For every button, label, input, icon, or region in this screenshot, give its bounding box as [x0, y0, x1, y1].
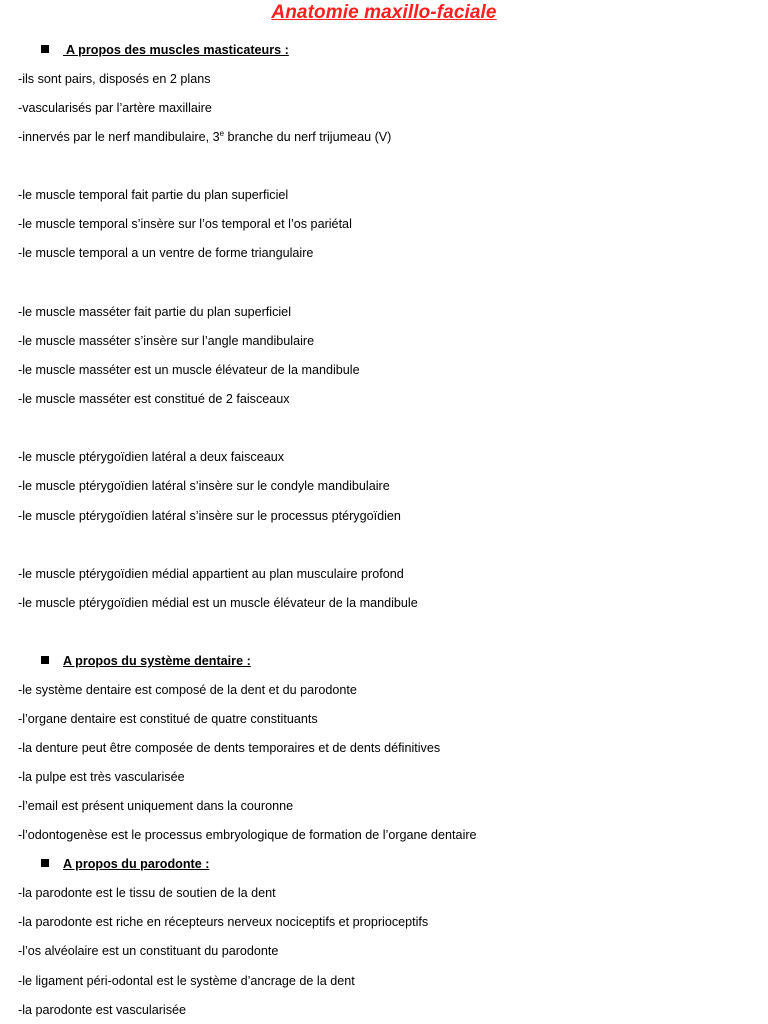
text-line: -le muscle ptérygoïdien latéral a deux faisceaux — [18, 450, 285, 464]
document-title: Anatomie maxillo-faciale — [271, 2, 497, 23]
text-line: -ils sont pairs, disposés en 2 plans — [18, 72, 211, 86]
text-line: -le muscle temporal s’insère sur l’os temporal et l’os pariétal — [18, 217, 352, 231]
text-line: -l’organe dentaire est constitué de quatre constituants — [18, 712, 318, 726]
text-line: -le muscle ptérygoïdien latéral s’insère sur le processus ptérygoïdien — [18, 509, 401, 523]
text-line: -le muscle temporal fait partie du plan superficiel — [18, 188, 289, 202]
text-line: -vascularisés par l’artère maxillaire — [18, 101, 212, 115]
text-line: -le muscle masséter est un muscle élévateur de la mandibule — [18, 363, 360, 377]
text-line: -le muscle masséter est constitué de 2 faisceaux — [18, 392, 290, 406]
text-line: -la denture peut être composée de dents temporaires et de dents définitives — [18, 741, 441, 755]
text-line: -la parodonte est le tissu de soutien de la dent — [18, 886, 276, 900]
text-fragment: branche du nerf trijumeau (V) — [224, 130, 392, 144]
text-line: -la parodonte est vascularisée — [18, 1003, 187, 1017]
text-line: -l’odontogenèse est le processus embryologique de formation de l’organe dentaire — [18, 828, 477, 842]
section-heading-muscles — [41, 42, 289, 58]
text-line — [18, 129, 391, 145]
text-line: -le muscle temporal a un ventre de forme triangulaire — [18, 246, 314, 260]
text-line: -le ligament péri-odontal est le système d’ancrage de la dent — [18, 974, 355, 988]
text-line: -le système dentaire est composé de la dent et du parodonte — [18, 683, 357, 697]
text-line: -le muscle ptérygoïdien médial est un muscle élévateur de la mandibule — [18, 596, 418, 610]
section-heading-text: A propos du système dentaire : — [63, 654, 251, 668]
section-heading-text: A propos des muscles masticateurs : — [63, 43, 289, 57]
section-heading-dental-system — [41, 653, 251, 669]
text-line: -la parodonte est riche en récepteurs nerveux nociceptifs et proprioceptifs — [18, 915, 429, 929]
text-line: -le muscle ptérygoïdien latéral s’insère sur le condyle mandibulaire — [18, 479, 390, 493]
section-heading-text: A propos du parodonte : — [63, 857, 210, 871]
square-bullet-icon — [41, 45, 49, 53]
square-bullet-icon — [41, 656, 49, 664]
text-line: -le muscle ptérygoïdien médial appartient au plan musculaire profond — [18, 567, 404, 581]
text-line: -la pulpe est très vascularisée — [18, 770, 185, 784]
text-line: -le muscle masséter s’insère sur l’angle mandibulaire — [18, 334, 315, 348]
superscript: e — [219, 128, 225, 138]
text-line: -l’email est présent uniquement dans la couronne — [18, 799, 294, 813]
text-fragment: -innervés par le nerf mandibulaire, 3 — [18, 130, 220, 144]
text-line: -le muscle masséter fait partie du plan superficiel — [18, 305, 291, 319]
square-bullet-icon — [41, 859, 49, 867]
text-line: -l’os alvéolaire est un constituant du parodonte — [18, 944, 279, 958]
section-heading-periodontium — [41, 856, 209, 872]
